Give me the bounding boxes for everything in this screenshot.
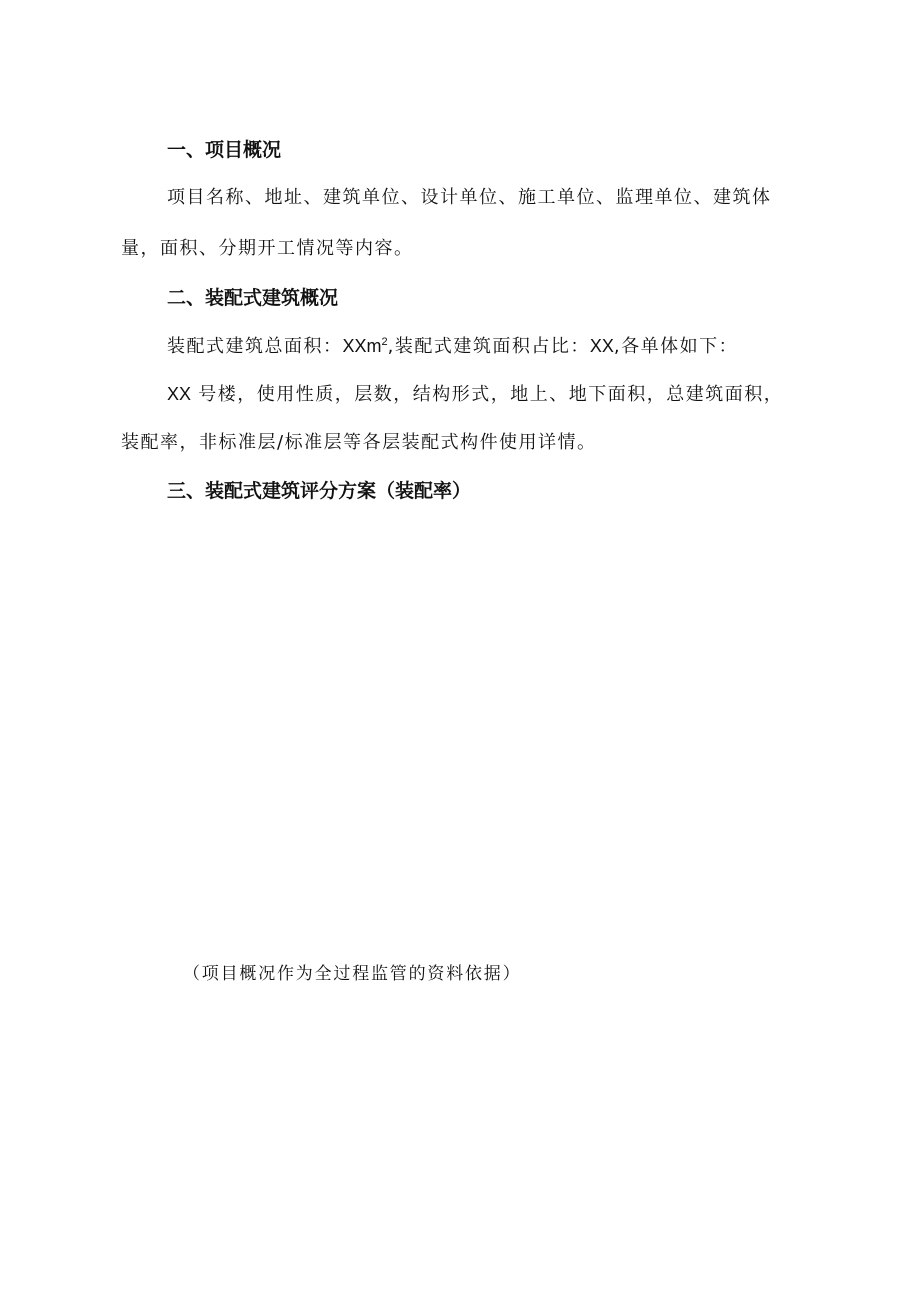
building-code: XX: [167, 384, 192, 404]
ratio-label: ,装配式建筑面积占比：: [387, 336, 590, 357]
building-details: 号楼，使用性质，层数，结构形式，地上、地下面积，总建筑面积，: [191, 384, 784, 405]
area-unit-superscript: 2: [381, 336, 388, 348]
section-2-building-line-2: 装配率，非标准层/标准层等各层装配式构件使用详情。: [121, 432, 597, 453]
section-2-area-line: [167, 333, 738, 360]
section-1-paragraph-line-2: 量，面积、分期开工情况等内容。: [121, 238, 414, 259]
section-1-paragraph-line-1: 项目名称、地址、建筑单位、设计单位、施工单位、监理单位、建筑体: [167, 187, 772, 208]
footer-note: （项目概况作为全过程监管的资料依据）: [183, 964, 522, 984]
area-value: XXm: [342, 336, 382, 356]
section-3-heading: 三、装配式建筑评分方案（装配率）: [167, 480, 472, 502]
units-intro: ,各单体如下：: [613, 336, 739, 357]
section-1-heading: 一、项目概况: [167, 139, 282, 161]
area-label: 装配式建筑总面积：: [167, 336, 343, 357]
section-2-building-line-1: [167, 381, 783, 408]
section-2-heading: 二、装配式建筑概况: [167, 287, 339, 309]
ratio-value: XX: [589, 336, 614, 356]
